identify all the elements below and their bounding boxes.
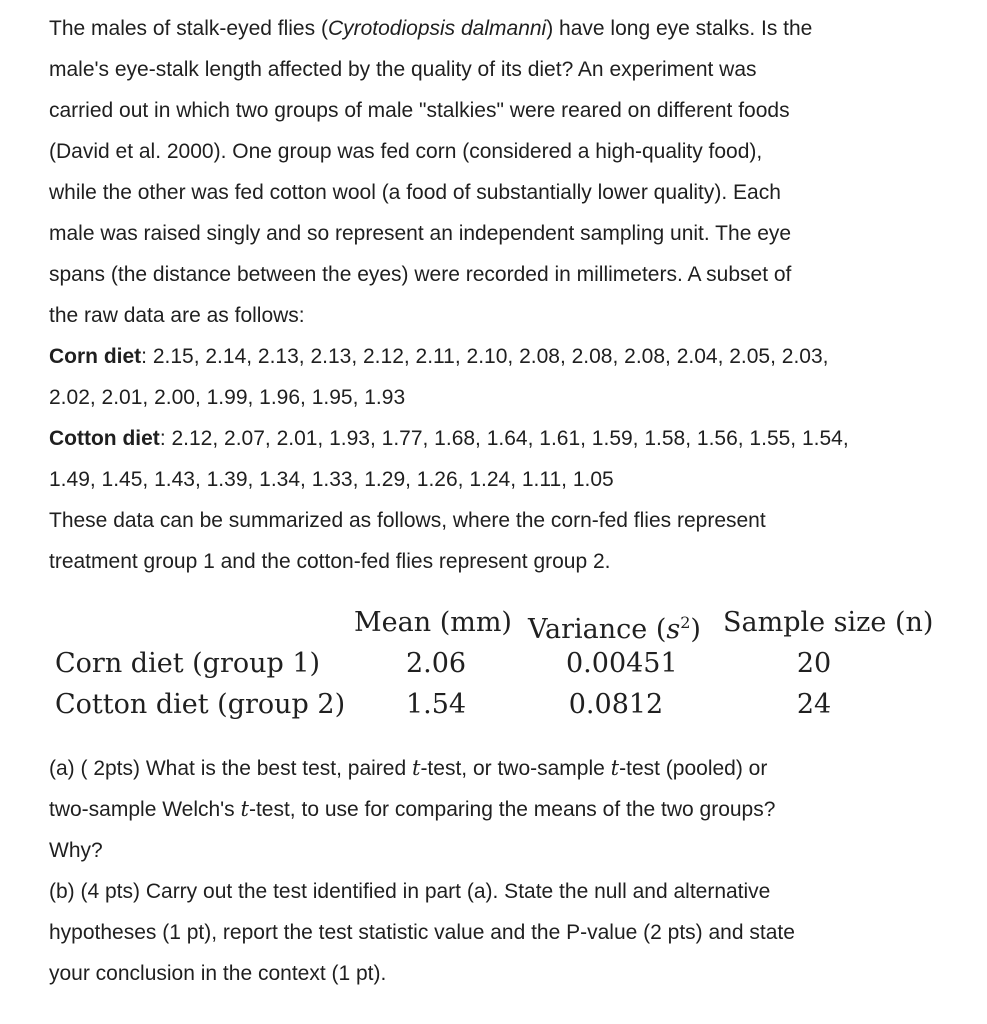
variance-value: 0.0812 [568, 689, 664, 720]
variance-symbol: s [666, 614, 681, 645]
intro-line-5: while the other was fed cotton wool (a food of substantially lower quality). Each [49, 181, 781, 204]
row-label: Corn diet (group 1) [55, 648, 321, 679]
table-header [49, 602, 934, 645]
intro-paragraph [49, 8, 929, 582]
cotton-data-line-1 [49, 418, 929, 459]
question-a-line-2 [49, 789, 929, 830]
question-b [49, 871, 929, 994]
question-text: -test (pooled) or [619, 757, 768, 780]
header-sample-size: Sample size (n) [723, 607, 934, 638]
mean-value: 1.54 [405, 689, 467, 720]
intro-line-7: spans (the distance between the eyes) were recorded in millimeters. A subset of [49, 263, 792, 286]
problem-text [49, 8, 929, 582]
corn-diet-label: Corn diet [49, 345, 142, 368]
intro-line-2: male's eye-stalk length affected by the quality of its diet? An experiment was [49, 58, 757, 81]
intro-text: The males of stalk-eyed flies ( [49, 17, 328, 40]
header-mean: Mean (mm) [354, 607, 512, 638]
cotton-values: : 2.12, 2.07, 2.01, 1.93, 1.77, 1.68, 1.64, 1.61, 1.59, 1.58, 1.56, 1.55, 1.54, [159, 427, 849, 450]
t-symbol: t [610, 756, 620, 780]
question-a [49, 748, 929, 871]
corn-data-line-2: 2.02, 2.01, 2.00, 1.99, 1.96, 1.95, 1.93 [49, 386, 406, 409]
mean-value: 2.06 [405, 648, 467, 679]
question-b-line-2: hypotheses (1 pt), report the test statistic value and the P-value (2 pts) and state [49, 921, 795, 944]
summary-table [49, 602, 934, 725]
t-symbol: t [411, 756, 421, 780]
summary-line-1: These data can be summarized as follows, where the corn-fed flies represent [49, 509, 766, 532]
question-b-line-1: (b) (4 pts) Carry out the test identified in part (a). State the null and alternative [49, 880, 771, 903]
intro-line-6: male was raised singly and so represent an independent sampling unit. The eye [49, 222, 792, 245]
sample-size-value: 20 [796, 648, 832, 679]
questions [49, 748, 929, 994]
sample-size-value: 24 [796, 689, 832, 720]
intro-line-1 [49, 8, 929, 49]
question-text: two-sample Welch's [49, 798, 241, 821]
question-text: -test, to use for comparing the means of the two groups? [248, 798, 776, 821]
cotton-data-line-2: 1.49, 1.45, 1.43, 1.39, 1.34, 1.33, 1.29, 1.26, 1.24, 1.11, 1.05 [49, 468, 614, 491]
variance-label: Variance ( [528, 614, 667, 645]
t-symbol: t [240, 797, 249, 821]
row-label: Cotton diet (group 2) [55, 689, 346, 720]
table-row [49, 684, 929, 725]
intro-line-3: carried out in which two groups of male "stalkies" were reared on different foods [49, 99, 790, 122]
intro-line-4: (David et al. 2000). One group was fed corn (considered a high-quality food), [49, 140, 763, 163]
question-b-line-3: your conclusion in the context (1 pt). [49, 962, 387, 985]
variance-value: 0.00451 [566, 648, 678, 679]
corn-data-line-1 [49, 336, 929, 377]
table-row [49, 643, 929, 684]
intro-line-8: the raw data are as follows: [49, 304, 305, 327]
question-text: -test, or two-sample [420, 757, 611, 780]
species-name: Cyrotodiopsis dalmanni [327, 17, 547, 40]
variance-exponent: 2 [680, 613, 691, 632]
summary-line-2: treatment group 1 and the cotton-fed flies represent group 2. [49, 550, 611, 573]
cotton-diet-label: Cotton diet [49, 427, 160, 450]
question-a-line-1 [49, 748, 929, 789]
question-text: (a) ( 2pts) What is the best test, paired [49, 757, 412, 780]
question-a-line-3: Why? [49, 839, 103, 862]
variance-close: ) [690, 614, 701, 645]
intro-text: ) have long eye stalks. Is the [546, 17, 813, 40]
corn-values: : 2.15, 2.14, 2.13, 2.13, 2.12, 2.11, 2.10, 2.08, 2.08, 2.08, 2.04, 2.05, 2.03, [141, 345, 829, 368]
